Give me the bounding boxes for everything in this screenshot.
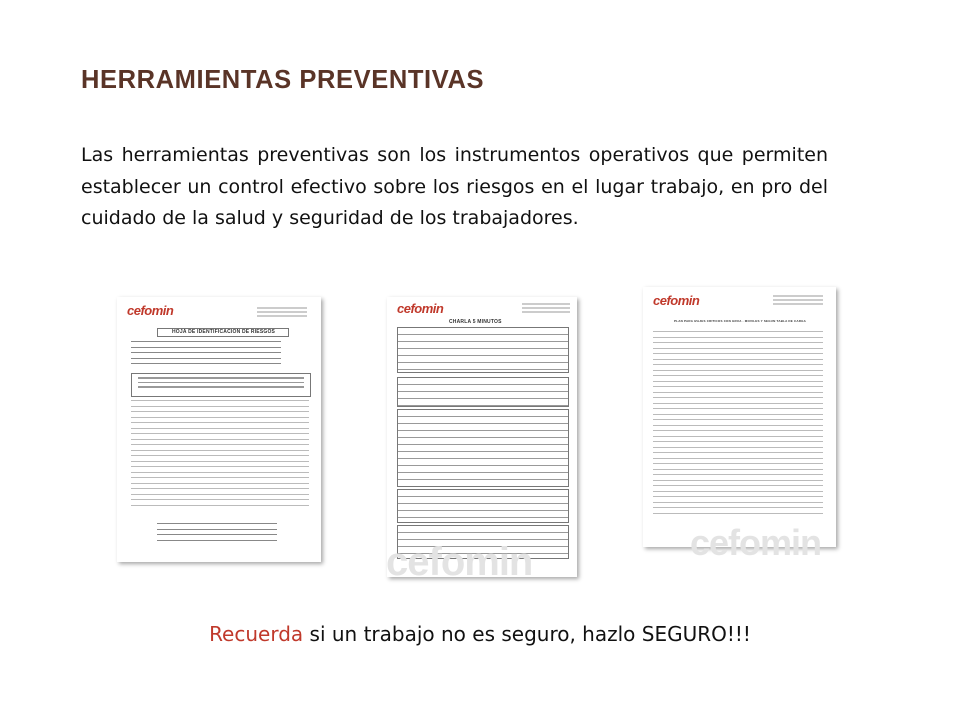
observations-box (397, 489, 569, 523)
doc-header-contact (257, 307, 307, 317)
doc-title: CHARLA 5 MINUTOS (449, 319, 502, 325)
slide-body-text: Las herramientas preventivas son los instrumentos operativos que permiten establecer un control efectivo sobre los riesgos en el lugar trabajo, en pro del cuidado de la salud y seguridad de los trabajadores. (81, 144, 828, 229)
cefomin-logo: cefomin (397, 301, 444, 316)
cefomin-watermark: cefomin (386, 540, 533, 584)
plan-fields (653, 331, 823, 518)
header-table (397, 327, 569, 373)
safety-reminder (0, 622, 960, 646)
slide-title: HERRAMIENTAS PREVENTIVAS (81, 66, 485, 94)
cefomin-watermark: cefomin (690, 522, 822, 563)
doc-header-contact (522, 303, 570, 313)
instructions-box (131, 373, 311, 397)
form-fields (131, 341, 281, 369)
doc-header-contact (773, 295, 823, 305)
document-thumbnail-hoja-riesgos (117, 297, 321, 562)
participants-table (397, 409, 569, 487)
doc-title: HOJA DE IDENTIFICACION DE RIESGOS (172, 329, 276, 335)
footer-notes (157, 523, 277, 545)
document-thumbnail-charla-5-minutos (387, 297, 577, 577)
cefomin-logo: cefomin (127, 303, 174, 318)
question-list (131, 400, 309, 510)
cefomin-logo: cefomin (653, 293, 700, 308)
reminder-text: si un trabajo no es seguro, hazlo SEGURO!!! (303, 622, 751, 646)
reminder-highlight: Recuerda (209, 622, 304, 646)
document-thumbnail-plan-izajes (643, 287, 836, 547)
doc-title: PLAN PARA IZAJES CRITICOS CON GRUA - MOVILES Y SEGUN TABLA DE CARGA (673, 319, 807, 323)
topic-classification-table (397, 377, 569, 407)
